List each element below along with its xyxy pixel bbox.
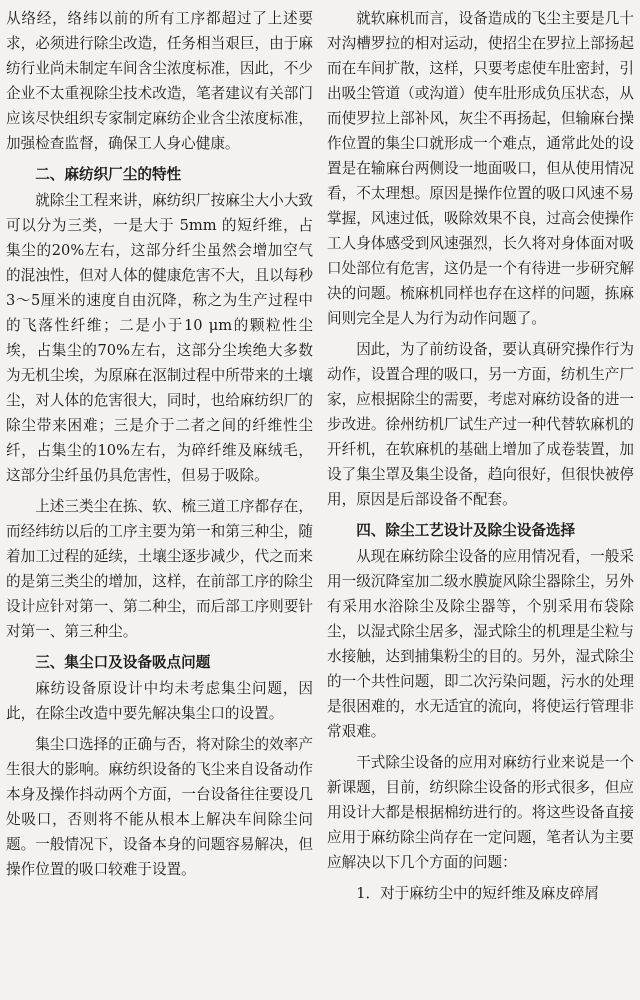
right-column (327, 6, 634, 1000)
intro-paragraph: 从络经，络纬以前的所有工序都超过了上述要求，必须进行除尘改造，任务相当艰巨，由于麻纺行业尚未制定车间含尘浓度标准，因此，不少企业不太重视除尘技术改造，笔者建议有关部门应该尽快组织专家制定麻纺企业含尘浓度标准，加强检查监督，确保工人身心健康。 (6, 10, 313, 152)
paragraph-list-item-1: 1．对于麻纺尘中的短纤维及麻皮碎屑 (356, 885, 599, 902)
paragraph-dry-dedusting: 干式除尘设备的应用对麻纺行业来说是一个新课题，目前，纺织除尘设备的形式很多，但应用设计大都是根据棉纺进行的。将这些设备直接应用于麻纺除尘尚存在一定问题，笔者认为主要应解决以下几个方面的问题： (327, 754, 634, 871)
paragraph-collection-intro: 麻纺设备原设计中均未考虑集尘问题，因此，在除尘改造中要先解决集尘口的设置。 (6, 680, 313, 722)
section-heading-process-design: 四、除尘工艺设计及除尘设备选择 (356, 522, 576, 539)
paragraph-softening-machine: 就软麻机而言，设备造成的飞尘主要是几十对沟槽罗拉的相对运动，使招尘在罗拉上部扬起而在车间扩散，这样，只要考虑使车肚密封，引出吸尘管道（或沟道）使车肚形成负压状态，从而使罗拉上部补风，灰尘不再扬起，但输麻台操作位置的集尘口就形成一个难点，通常此处的设置是在输麻台两侧设一地面吸口，但从使用情况看，不太理想。原因是操作位置的吸口风速不易掌握，风速过低，吸除效果不良，过高会使操作工人身体感受到风速强烈，长久将对身体面对吸口处部位有危害，这仍是一个有待进一步研究解决的问题。梳麻机同样也存在这样的问题，拣麻间则完全是人为行为动作问题了。 (327, 10, 634, 327)
paragraph-dust-process: 上述三类尘在拣、软、梳三道工序都存在，而经纬纺以后的工序主要为第一和第三种尘，随着加工过程的延续，土壤尘逐步减少，代之而来的是第三类尘的增加，这样，在前部工序的除尘设计应针对第一、第二种尘，而后部工序则要针对第一、第三种尘。 (6, 498, 313, 640)
section-heading-dust-collection: 三、集尘口及设备吸点问题 (35, 654, 211, 671)
paragraph-dust-types: 就除尘工程来讲，麻纺织厂按麻尘大小大致可以分为三类，一是大于 5mm 的短纤维，占集尘的20%左右，这部分纤尘虽然会增加空气的混浊性，但对人体的健康危害不大，且以每秒3～5厘米的速度自由沉降，称之为生产过程中的飞落性纤维；二是小于10 μm的颗粒性尘埃，占集尘的70%左右，这部分尘埃绝大多数为无机尘埃，为原麻在沤制过程中所带来的土壤尘，对人体的危害很大，同时，也给麻纺织厂的除尘带来困难；三是介于二者之间的纤维性尘纤，占集尘的10%左右，为碎纤维及麻绒毛，这部分尘纤虽仍具危害性，但易于吸除。 (6, 192, 313, 484)
left-column (6, 6, 313, 1000)
paragraph-collection-detail: 集尘口选择的正确与否，将对除尘的效率产生很大的影响。麻纺织设备的飞尘来自设备动作本身及操作抖动两个方面，一台设备往往要设几处吸口，否则将不能从根本上解决车间除尘问题。一般情况下，设备本身的问题容易解决，但操作位置的吸口较难于设置。 (6, 736, 313, 878)
paragraph-wet-dedusting: 从现在麻纺除尘设备的应用情况看，一般采用一级沉降室加二级水膜旋风除尘器除尘，另外有采用水浴除尘及除尘器等，个别采用布袋除尘，以湿式除尘居多，湿式除尘的机理是尘粒与水接触，达到捕集粉尘的目的。另外，湿式除尘的一个共性问题，即二次污染问题，污水的处理是很困难的，水无适宜的流向，将使运行管理非常艰难。 (327, 548, 634, 740)
section-heading-dust-characteristics: 二、麻纺织厂尘的特性 (35, 166, 182, 183)
paragraph-equipment-improvement: 因此，为了前纺设备，要认真研究操作行为动作，设置合理的吸口，另一方面，纺机生产厂家，应根据除尘的需要，考虑对麻纺设备的进一步改进。徐州纺机厂试生产过一种代替软麻机的开纤机，在软麻机的基础上增加了成卷装置，加设了集尘罩及集尘设备，趋向很好，但很快被停用，原因是后部设备不配套。 (327, 341, 634, 508)
